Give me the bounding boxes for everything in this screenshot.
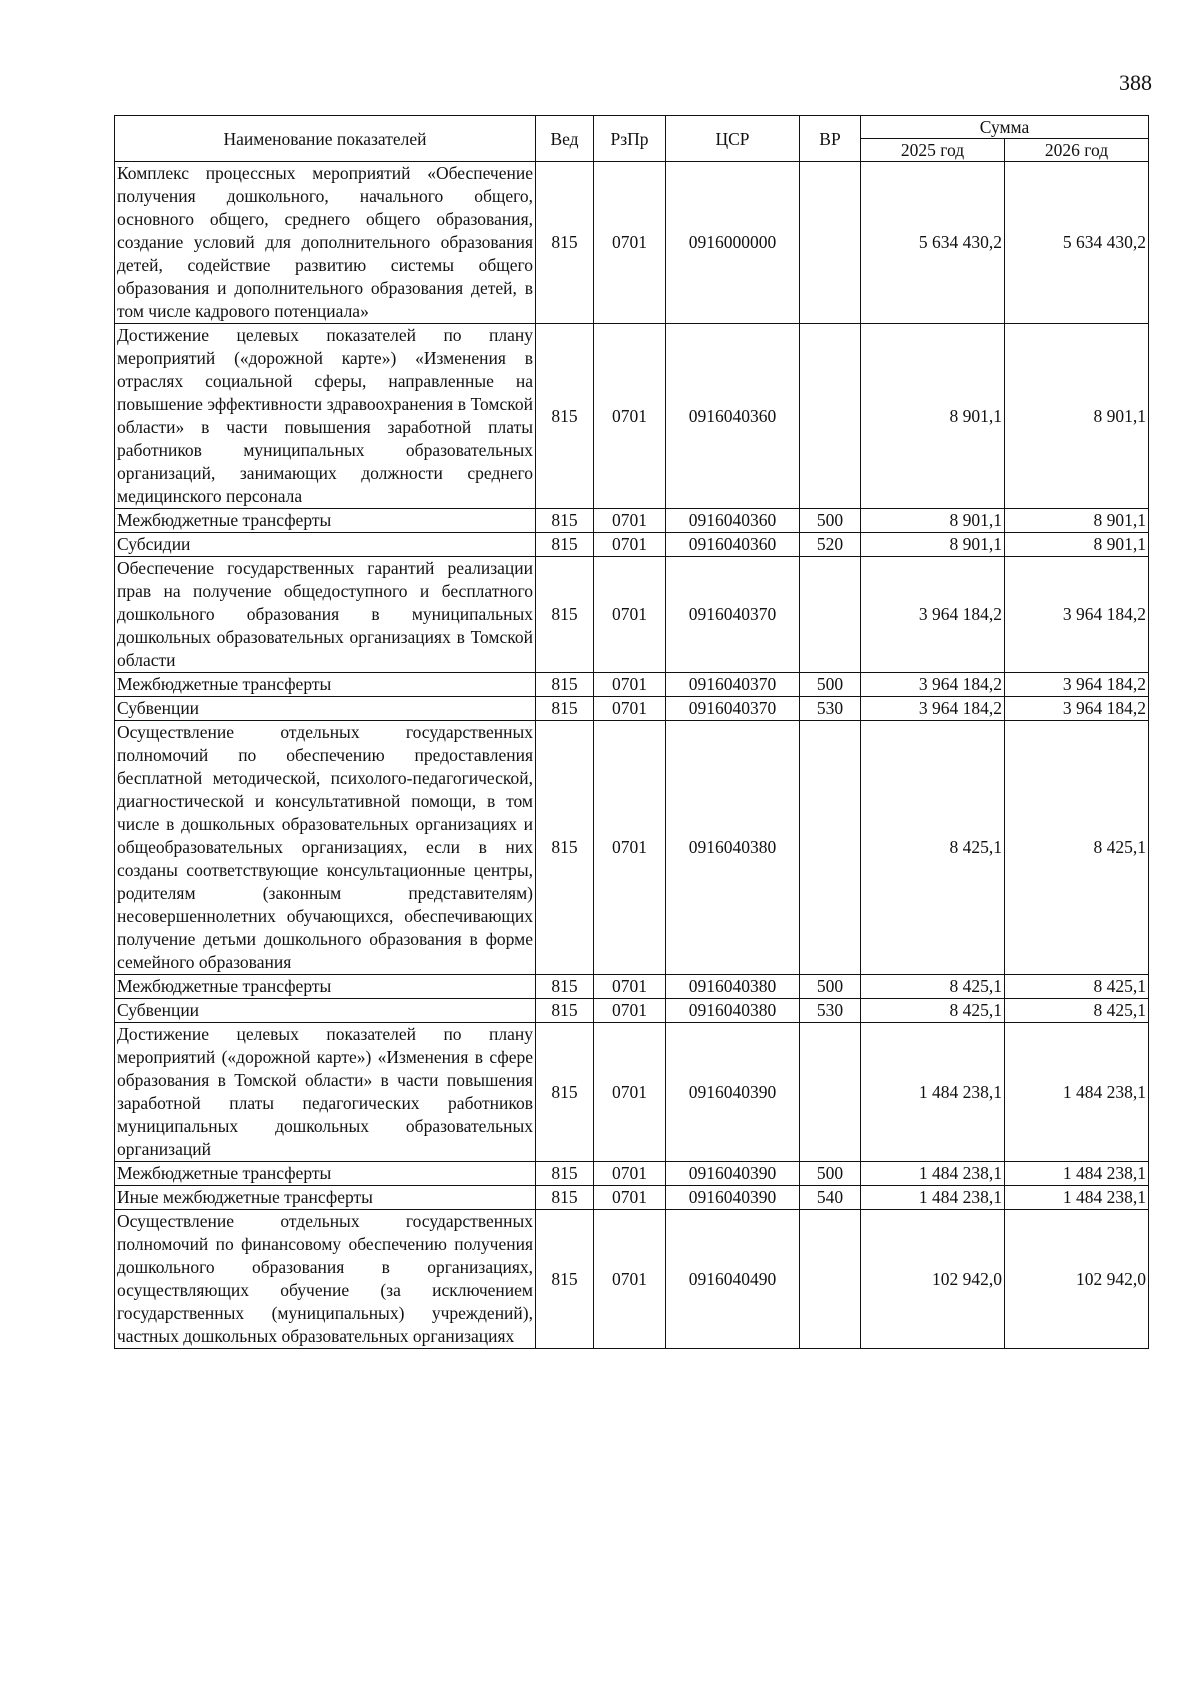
- row-rzpr: 0701: [594, 509, 666, 533]
- row-sum-2025: 3 964 184,2: [861, 557, 1005, 673]
- header-csr: ЦСР: [666, 116, 800, 162]
- row-sum-2026: 3 964 184,2: [1005, 557, 1149, 673]
- row-ved: 815: [536, 975, 594, 999]
- row-csr: 0916040490: [666, 1210, 800, 1349]
- row-sum-2025: 5 634 430,2: [861, 162, 1005, 324]
- row-sum-2025: 1 484 238,1: [861, 1023, 1005, 1162]
- row-ved: 815: [536, 1023, 594, 1162]
- row-rzpr: 0701: [594, 1023, 666, 1162]
- row-vr: 540: [800, 1186, 861, 1210]
- row-rzpr: 0701: [594, 1162, 666, 1186]
- row-sum-2026: 5 634 430,2: [1005, 162, 1149, 324]
- row-vr: [800, 162, 861, 324]
- table-row: [115, 721, 1149, 975]
- row-ved: 815: [536, 509, 594, 533]
- row-ved: 815: [536, 557, 594, 673]
- row-vr: 500: [800, 673, 861, 697]
- table-row: [115, 533, 1149, 557]
- row-name: Межбюджетные трансферты: [115, 975, 536, 999]
- row-name: Субсидии: [115, 533, 536, 557]
- row-name: Обеспечение государственных гарантий реализации прав на получение общедоступного и бесплатного дошкольного образования в муниципальных дошкольных образовательных организациях в Томской области: [115, 557, 536, 673]
- table-row: [115, 1023, 1149, 1162]
- row-sum-2026: 8 425,1: [1005, 975, 1149, 999]
- row-ved: 815: [536, 324, 594, 509]
- row-csr: 0916040390: [666, 1186, 800, 1210]
- row-name: Субвенции: [115, 697, 536, 721]
- row-rzpr: 0701: [594, 999, 666, 1023]
- row-csr: 0916040380: [666, 721, 800, 975]
- row-sum-2026: 8 901,1: [1005, 324, 1149, 509]
- row-name: Межбюджетные трансферты: [115, 673, 536, 697]
- row-csr: 0916040360: [666, 324, 800, 509]
- row-sum-2026: 1 484 238,1: [1005, 1162, 1149, 1186]
- table-row: [115, 509, 1149, 533]
- row-ved: 815: [536, 999, 594, 1023]
- row-vr: [800, 1210, 861, 1349]
- page-number: 388: [1119, 70, 1152, 95]
- row-sum-2026: 8 901,1: [1005, 533, 1149, 557]
- row-rzpr: 0701: [594, 324, 666, 509]
- row-sum-2026: 3 964 184,2: [1005, 673, 1149, 697]
- row-rzpr: 0701: [594, 162, 666, 324]
- row-rzpr: 0701: [594, 721, 666, 975]
- row-vr: 500: [800, 1162, 861, 1186]
- row-ved: 815: [536, 697, 594, 721]
- row-rzpr: 0701: [594, 1210, 666, 1349]
- row-vr: 500: [800, 509, 861, 533]
- row-sum-2025: 8 425,1: [861, 975, 1005, 999]
- header-vr: ВР: [800, 116, 861, 162]
- header-ved: Вед: [536, 116, 594, 162]
- row-sum-2025: 8 901,1: [861, 509, 1005, 533]
- row-ved: 815: [536, 673, 594, 697]
- row-rzpr: 0701: [594, 533, 666, 557]
- row-rzpr: 0701: [594, 1186, 666, 1210]
- row-rzpr: 0701: [594, 557, 666, 673]
- row-sum-2026: 8 425,1: [1005, 999, 1149, 1023]
- row-sum-2026: 1 484 238,1: [1005, 1023, 1149, 1162]
- row-name: Межбюджетные трансферты: [115, 509, 536, 533]
- header-summa: Сумма: [861, 116, 1149, 139]
- row-csr: 0916040360: [666, 509, 800, 533]
- row-ved: 815: [536, 1210, 594, 1349]
- table-row: [115, 975, 1149, 999]
- row-name: Достижение целевых показателей по плану мероприятий («дорожной карте») «Изменения в сфере образования в Томской области» в части повышения заработной платы педагогических работников муниципальных дошкольных образовательных организаций: [115, 1023, 536, 1162]
- row-sum-2025: 8 425,1: [861, 999, 1005, 1023]
- row-vr: 530: [800, 697, 861, 721]
- row-name: Межбюджетные трансферты: [115, 1162, 536, 1186]
- header-row: [115, 116, 1149, 139]
- row-name: Субвенции: [115, 999, 536, 1023]
- row-sum-2026: 1 484 238,1: [1005, 1186, 1149, 1210]
- row-csr: 0916040370: [666, 697, 800, 721]
- row-rzpr: 0701: [594, 673, 666, 697]
- header-name: Наименование показателей: [115, 116, 536, 162]
- row-sum-2025: 3 964 184,2: [861, 697, 1005, 721]
- row-vr: 520: [800, 533, 861, 557]
- row-ved: 815: [536, 1186, 594, 1210]
- row-name: Иные межбюджетные трансферты: [115, 1186, 536, 1210]
- row-sum-2025: 8 901,1: [861, 324, 1005, 509]
- header-rzpr: РзПр: [594, 116, 666, 162]
- row-sum-2025: 8 425,1: [861, 721, 1005, 975]
- row-vr: [800, 557, 861, 673]
- row-vr: 500: [800, 975, 861, 999]
- row-rzpr: 0701: [594, 697, 666, 721]
- row-name: Достижение целевых показателей по плану мероприятий («дорожной карте») «Изменения в отраслях социальной сферы, направленные на повышение эффективности здравоохранения в Томской области» в части повышения заработной платы работников муниципальных образовательных организаций, занимающих должности среднего медицинского персонала: [115, 324, 536, 509]
- row-sum-2025: 1 484 238,1: [861, 1186, 1005, 1210]
- table-row: [115, 324, 1149, 509]
- table-row: [115, 673, 1149, 697]
- table-row: [115, 999, 1149, 1023]
- budget-table: [114, 115, 1149, 1349]
- row-vr: [800, 1023, 861, 1162]
- row-ved: 815: [536, 1162, 594, 1186]
- row-ved: 815: [536, 162, 594, 324]
- row-sum-2026: 3 964 184,2: [1005, 697, 1149, 721]
- row-sum-2025: 102 942,0: [861, 1210, 1005, 1349]
- row-sum-2025: 1 484 238,1: [861, 1162, 1005, 1186]
- row-csr: 0916040390: [666, 1162, 800, 1186]
- table-row: [115, 697, 1149, 721]
- table-row: [115, 162, 1149, 324]
- row-sum-2026: 102 942,0: [1005, 1210, 1149, 1349]
- row-csr: 0916040370: [666, 673, 800, 697]
- row-csr: 0916000000: [666, 162, 800, 324]
- row-vr: 530: [800, 999, 861, 1023]
- row-sum-2025: 3 964 184,2: [861, 673, 1005, 697]
- row-sum-2026: 8 901,1: [1005, 509, 1149, 533]
- row-sum-2026: 8 425,1: [1005, 721, 1149, 975]
- row-vr: [800, 721, 861, 975]
- row-csr: 0916040390: [666, 1023, 800, 1162]
- row-name: Комплекс процессных мероприятий «Обеспечение получения дошкольного, начального общего, основного общего, среднего общего образования, создание условий для дополнительного образования детей, содействие развитию системы общего образования и дополнительного образования детей, в том числе кадрового потенциала»: [115, 162, 536, 324]
- row-csr: 0916040360: [666, 533, 800, 557]
- row-csr: 0916040380: [666, 999, 800, 1023]
- row-sum-2025: 8 901,1: [861, 533, 1005, 557]
- row-vr: [800, 324, 861, 509]
- row-ved: 815: [536, 533, 594, 557]
- row-rzpr: 0701: [594, 975, 666, 999]
- row-name: Осуществление отдельных государственных полномочий по финансовому обеспечению получения дошкольного образования в организациях, осуществляющих обучение (за исключением государственных (муниципальных) учреждений), частных дошкольных образовательных организациях: [115, 1210, 536, 1349]
- table-row: [115, 1162, 1149, 1186]
- table-row: [115, 557, 1149, 673]
- table-row: [115, 1186, 1149, 1210]
- header-2025: 2025 год: [861, 139, 1005, 162]
- row-csr: 0916040370: [666, 557, 800, 673]
- row-csr: 0916040380: [666, 975, 800, 999]
- row-ved: 815: [536, 721, 594, 975]
- table-row: [115, 1210, 1149, 1349]
- header-2026: 2026 год: [1005, 139, 1149, 162]
- row-name: Осуществление отдельных государственных полномочий по обеспечению предоставления бесплатной методической, психолого-педагогической, диагностической и консультативной помощи, в том числе в дошкольных образовательных организациях и общеобразовательных организациях, если в них созданы соответствующие консультационные центры, родителям (законным представителям) несовершеннолетних обучающихся, обеспечивающих получение детьми дошкольного образования в форме семейного образования: [115, 721, 536, 975]
